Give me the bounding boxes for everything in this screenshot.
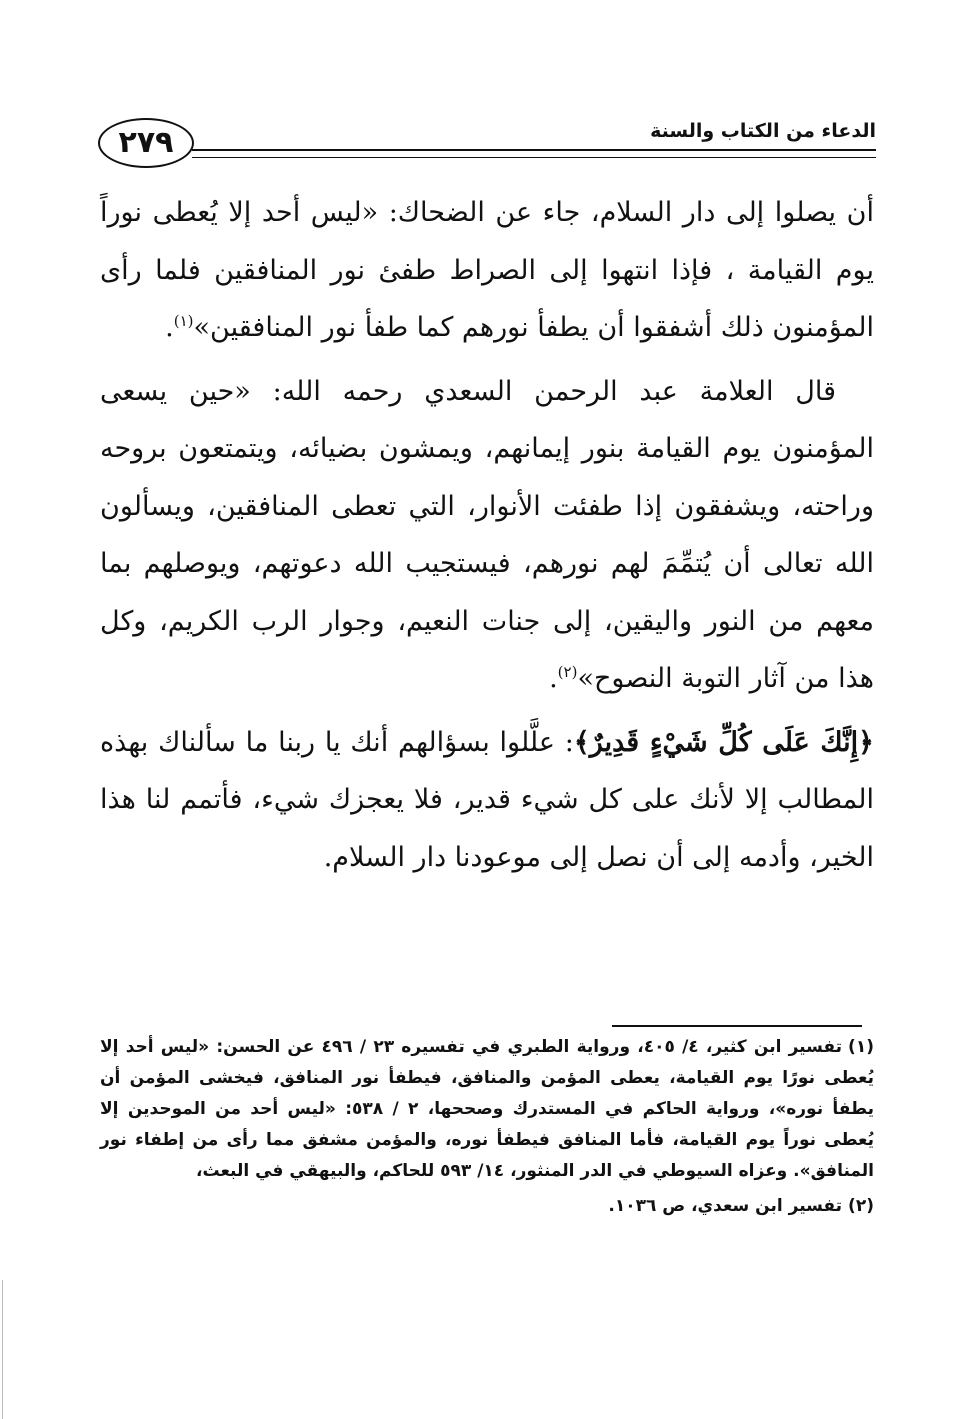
footnote-1-marker: (١)	[848, 1037, 874, 1057]
paragraph-2	[100, 363, 874, 708]
footnote-2-marker: (٢)	[848, 1196, 874, 1216]
paragraph-2-end: .	[549, 663, 558, 694]
paragraph-1-text: أن يصلوا إلى دار السلام، جاء عن الضحاك: «ليس أحد إلا يُعطى نوراً يوم القيامة ، فإذا انتهوا إلى الصراط طفئ نور المنافقين فلما رأى المؤمنون ذلك أشفقوا أن يطفأ نورهم كما طفأ نور المنافقين»	[100, 197, 874, 343]
main-text	[100, 184, 874, 886]
footnote-ref-1: (١)	[173, 312, 194, 330]
paragraph-1-end: .	[165, 312, 174, 343]
paragraph-3-text: : علَّلوا بسؤالهم أنك يا ربنا ما سألناك بهذه المطالب إلا لأنك على كل شيء قدير، فلا يعجزك شيء، فأتمم لنا هذا الخير، وأدمه إلى أن نصل إلى موعودنا دار السلام.	[100, 726, 874, 873]
footnotes	[100, 1032, 874, 1222]
paragraph-1	[100, 184, 874, 357]
header-double-rule	[192, 149, 876, 158]
running-title: الدعاء من الكتاب والسنة	[650, 120, 876, 142]
footnote-2-text: تفسير ابن سعدي، ص ١٠٣٦.	[608, 1196, 843, 1216]
footnote-ref-2: (٢)	[557, 663, 578, 681]
page-number: ٢٧٩	[98, 118, 194, 168]
footnote-separator	[612, 1025, 862, 1027]
paragraph-2-text: قال العلامة عبد الرحمن السعدي رحمه الله: «حين يسعى المؤمنون يوم القيامة بنور إيمانهم، ويمشون بضيائه، ويتمتعون بروحه وراحته، ويشفقون إذا طفئت الأنوار، التي تعطى المنافقين، ويسألون الله تعالى أن يُتمِّمَ لهم نورهم، فيستجيب الله دعوتهم، ويوصلهم بما معهم من النور واليقين، إلى جنات النعيم، وجوار الرب الكريم، وكل هذا من آثار التوبة النصوح»	[100, 375, 874, 694]
paragraph-3	[100, 714, 874, 887]
quran-verse: ﴿إِنَّكَ عَلَى كُلِّ شَيْءٍ قَدِيرٌ﴾	[573, 726, 874, 758]
page-header	[98, 118, 876, 170]
scan-edge-line	[2, 1280, 3, 1419]
footnote-1-text: تفسير ابن كثير، ٤/ ٤٠٥، ورواية الطبري في تفسيره ٢٣ / ٤٩٦ عن الحسن: «ليس أحد إلا يُعطى نورًا يوم القيامة، يعطى المؤمن والمنافق، فيطفأ نور المنافق، فيخشى المؤمن أن يطفأ نوره»، ورواية الحاكم في المستدرك وصححها، ٢ / ٥٣٨: «ليس أحد من الموحدين إلا يُعطى نوراً يوم القيامة، فأما المنافق فيطفأ نوره، والمؤمن مشفق مما رأى من إطفاء نور المنافق». وعزاه السيوطي في الدر المنثور، ١٤/ ٥٩٣ للحاكم، والبيهقي في البعث،	[100, 1037, 874, 1181]
footnote-2	[100, 1191, 874, 1222]
footnote-1	[100, 1032, 874, 1187]
